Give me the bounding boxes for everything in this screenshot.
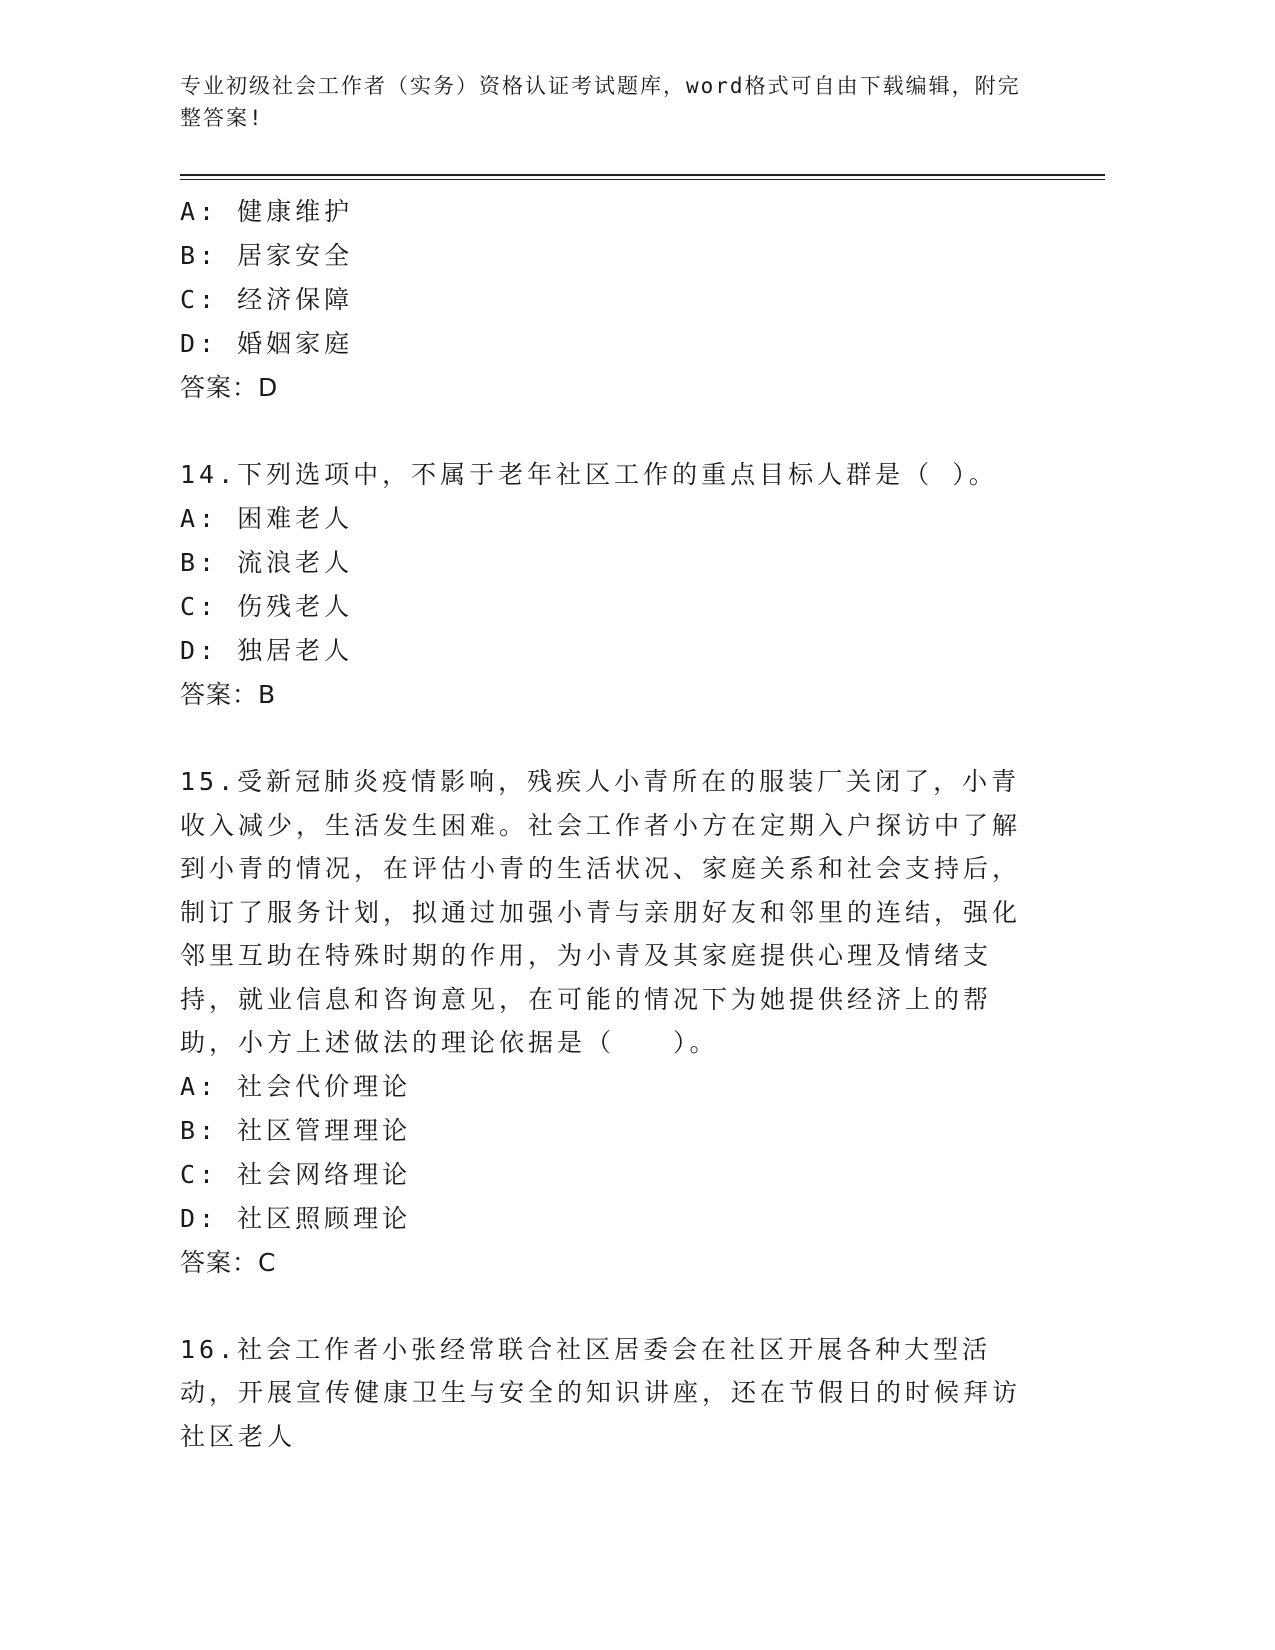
spacer [180,1285,1110,1328]
question-14 [180,453,1110,717]
answer-label: 答案：C [180,1247,277,1277]
document-header: 专业初级社会工作者（实务）资格认证考试题库，word格式可自由下载编辑，附完整答案! [180,74,1021,130]
question-content [180,190,1110,1458]
option-d: D: 独居老人 [180,636,354,665]
option-d: D: 社区照顾理论 [180,1203,412,1233]
answer-label: 答案：B [180,680,277,709]
question-16 [180,1328,1110,1459]
spacer [180,410,1110,453]
option-b: B: 社区管理理论 [180,1115,412,1145]
header-divider [180,174,1105,180]
answer-label: 答案：D [180,373,279,402]
option-a: A: 社会代价理论 [180,1071,412,1101]
option-a: A: 困难老人 [180,504,354,533]
question-text: 16.社会工作者小张经常联合社区居委会在社区开展各种大型活动，开展宣传健康卫生与安全的知识讲座，还在节假日的时候拜访社区老人 [180,1334,1022,1451]
question-text: 14.下列选项中，不属于老年社区工作的重点目标人群是（ ）。 [180,460,998,489]
option-c: C: 社会网络理论 [180,1159,412,1189]
document-page [180,70,1110,1458]
spacer [180,717,1110,760]
option-d: D: 婚姻家庭 [180,329,354,358]
option-b: B: 流浪老人 [180,548,354,577]
option-c: C: 经济保障 [180,285,354,314]
question-text: 15.受新冠肺炎疫情影响，残疾人小青所在的服装厂关闭了，小青收入减少，生活发生困难。社会工作者小方在定期入户探访中了解到小青的情况，在评估小青的生活状况、家庭关系和社会支持后，制订了服务计划，拟通过加强小青与亲朋好友和邻里的连结，强化邻里互助在特殊时期的作用，为小青及其家庭提供心理及情绪支持，就业信息和咨询意见，在可能的情况下为她提供经济上的帮助，小方上述做法的理论依据是（ ）。 [180,767,1022,1057]
question-15 [180,760,1110,1285]
option-a: A: 健康维护 [180,197,354,226]
option-b: B: 居家安全 [180,241,354,270]
question-13-options [180,190,1110,410]
option-c: C: 伤残老人 [180,592,354,621]
